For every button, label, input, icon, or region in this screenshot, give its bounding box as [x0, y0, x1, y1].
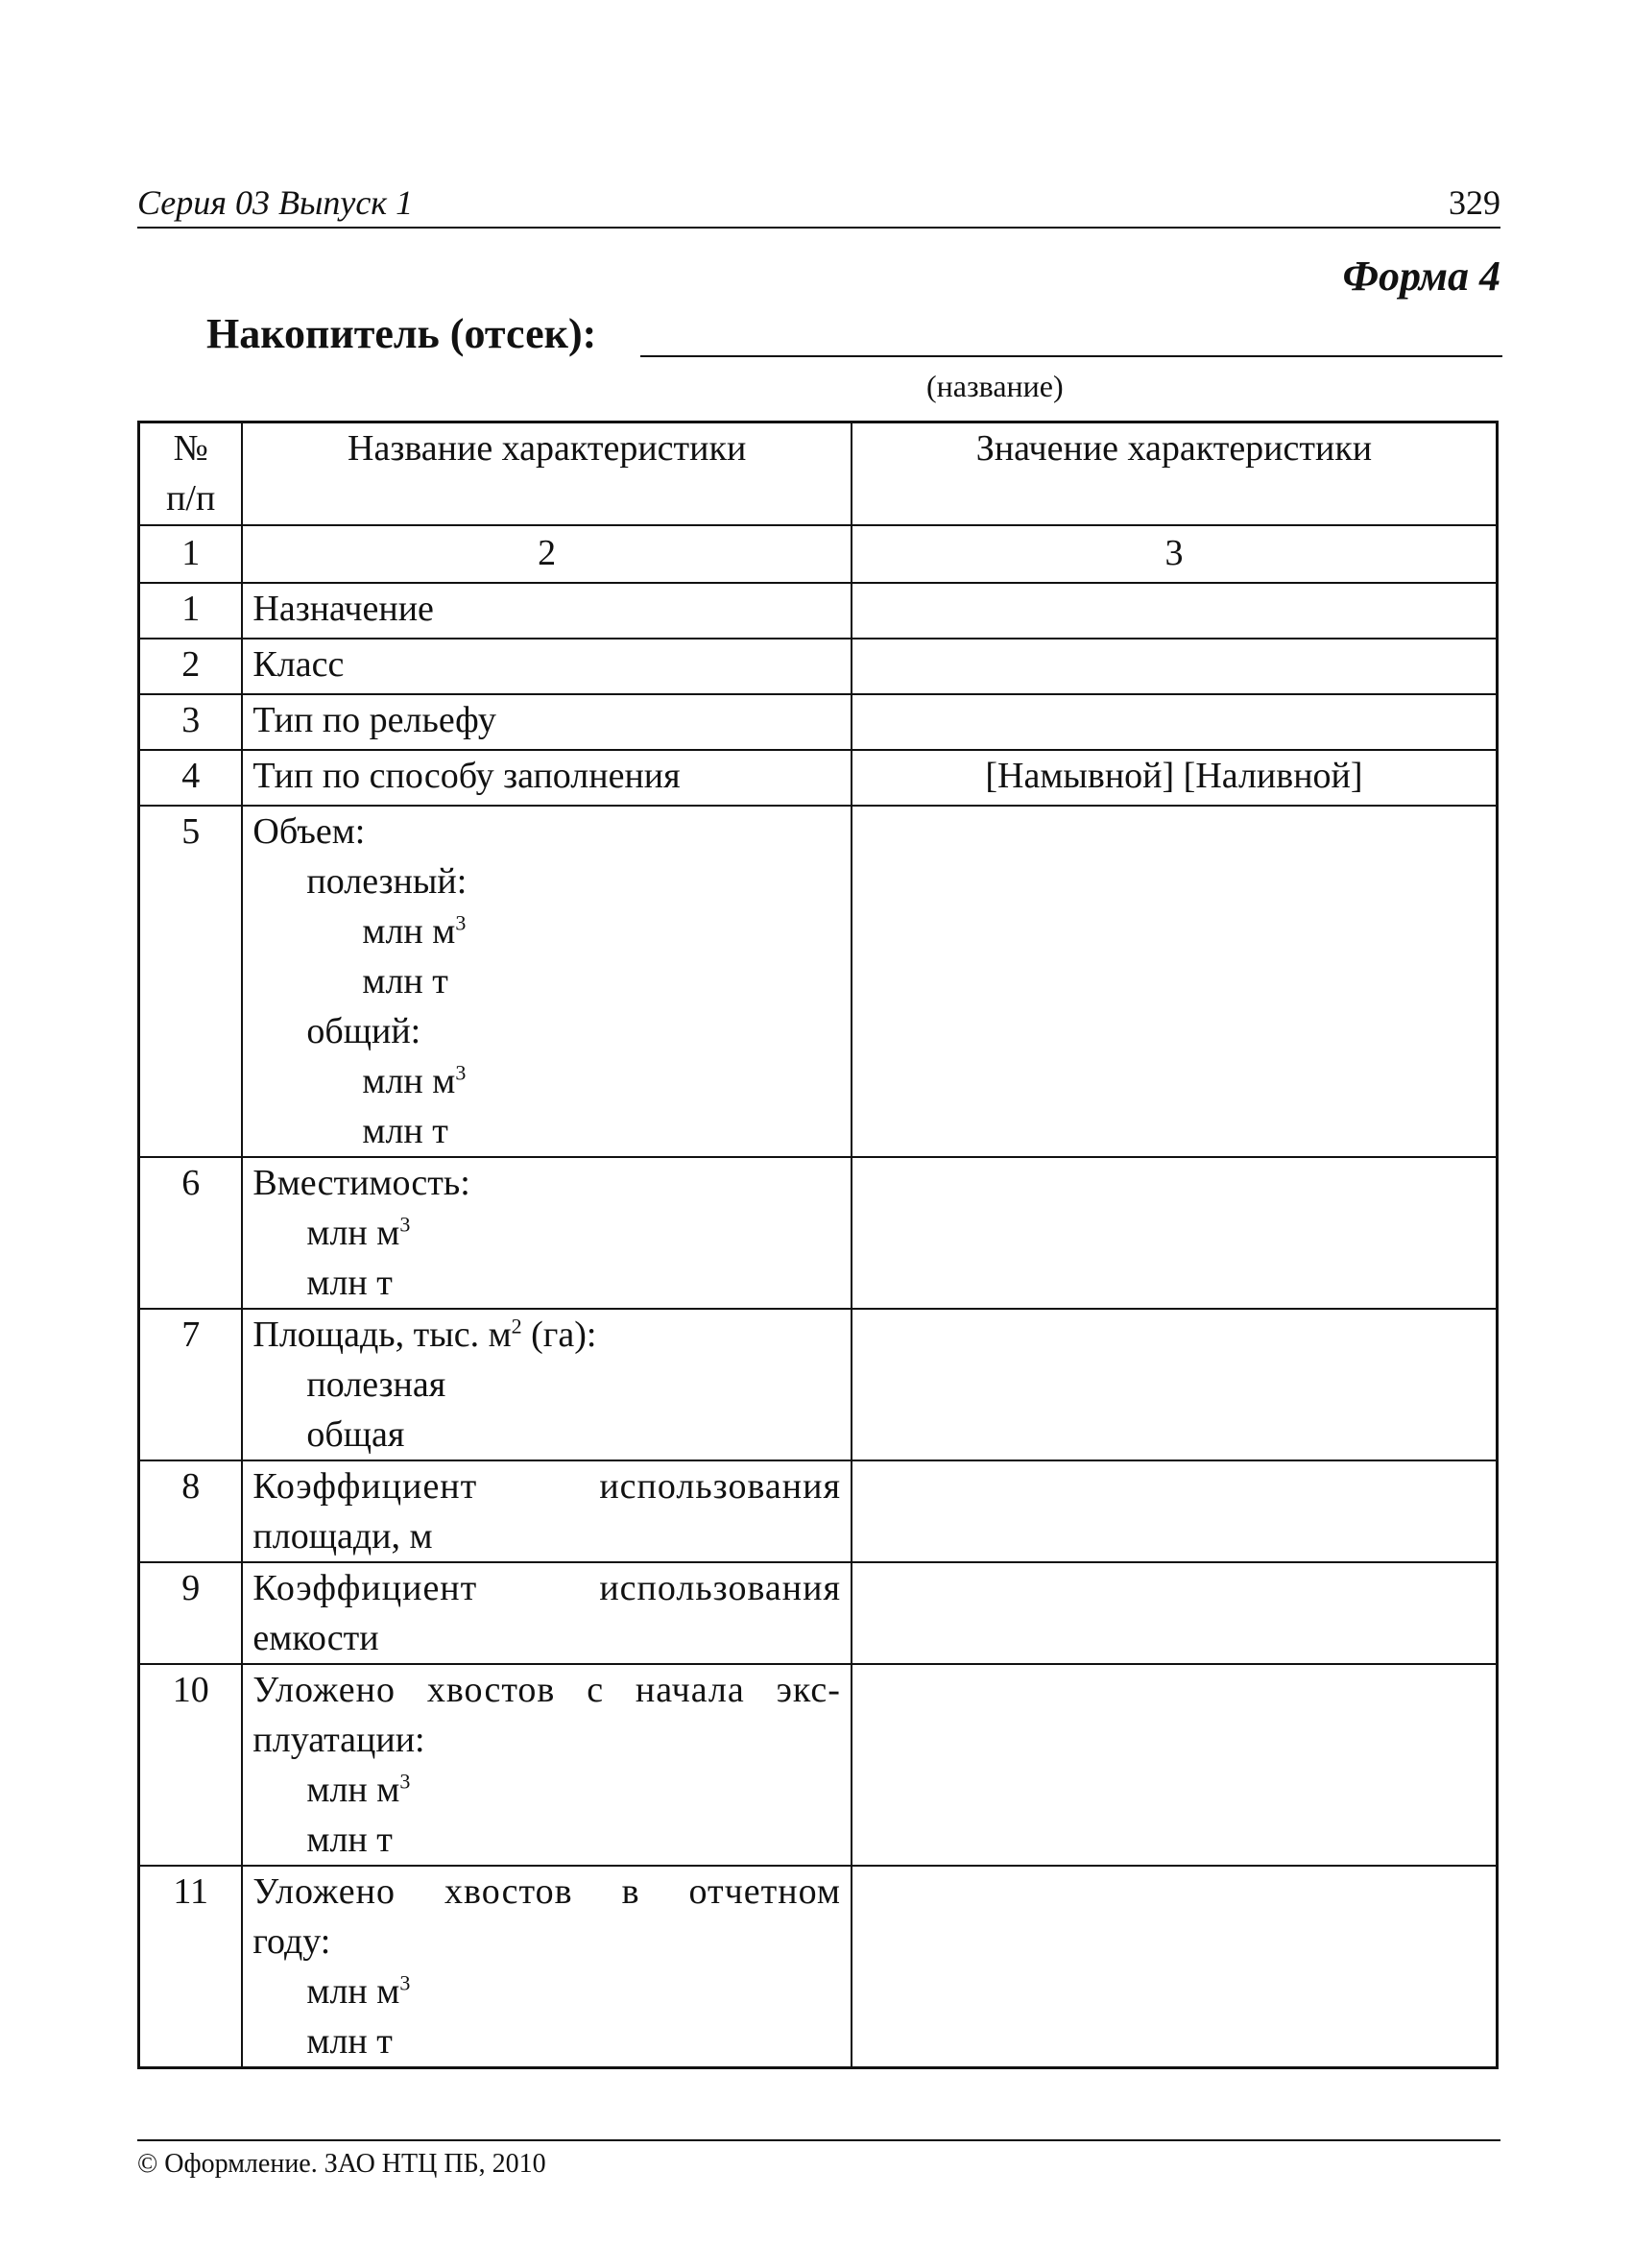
row-value[interactable] — [852, 1664, 1498, 1866]
table-row — [139, 639, 1498, 694]
row-name: Площадь, тыс. $м^2$ (га): полезная общая — [242, 1309, 852, 1460]
table-row — [139, 694, 1498, 750]
table-row — [139, 1157, 1498, 1309]
table-header-row — [139, 422, 1498, 526]
footer-copyright: © Оформление. ЗАО НТЦ ПБ, 2010 — [137, 2149, 546, 2179]
row-number: 9 — [139, 1562, 243, 1664]
row-value[interactable] — [852, 583, 1498, 639]
row-name: Тип по рельефу — [242, 694, 852, 750]
row-name: Коэффициент использования емкости — [242, 1562, 852, 1664]
header-value: Значение характеристики — [852, 422, 1498, 526]
row-name: Уложено хвостов в отчетном году: млн $м^3$ млн т — [242, 1866, 852, 2068]
row-value[interactable] — [852, 639, 1498, 694]
row-number: 1 — [139, 583, 243, 639]
row-name: Коэффициент использования площади, м — [242, 1460, 852, 1562]
row-value[interactable] — [852, 694, 1498, 750]
characteristics-table — [137, 421, 1499, 2069]
table-row — [139, 1664, 1498, 1866]
form-label: Форма 4 — [1342, 253, 1500, 300]
row-value[interactable]: [Намывной] [Наливной] — [852, 750, 1498, 806]
row-number: 5 — [139, 806, 243, 1157]
title-row — [206, 309, 1502, 367]
page-title: Накопитель (отсек): — [206, 310, 597, 357]
row-number: 7 — [139, 1309, 243, 1460]
row-number: 8 — [139, 1460, 243, 1562]
row-value[interactable] — [852, 1562, 1498, 1664]
name-fill-line — [640, 355, 1502, 357]
row-name: Вместимость: млн $м^3$ млн т — [242, 1157, 852, 1309]
row-number: 11 — [139, 1866, 243, 2068]
table-row — [139, 1309, 1498, 1460]
row-value[interactable] — [852, 1309, 1498, 1460]
table-row — [139, 583, 1498, 639]
name-hint: (название) — [926, 369, 1064, 403]
footer-rule — [137, 2139, 1500, 2141]
page-number: 329 — [1449, 183, 1500, 222]
table-row — [139, 806, 1498, 1157]
row-value[interactable] — [852, 1157, 1498, 1309]
row-number: 2 — [139, 639, 243, 694]
table-row — [139, 1866, 1498, 2068]
row-value[interactable] — [852, 1866, 1498, 2068]
row-number: 3 — [139, 694, 243, 750]
row-number: 10 — [139, 1664, 243, 1866]
header-name: Название характеристики — [242, 422, 852, 526]
row-number: 4 — [139, 750, 243, 806]
running-header — [137, 182, 1500, 229]
series-label: Серия 03 Выпуск 1 — [137, 183, 414, 222]
table-row — [139, 1562, 1498, 1664]
row-name: Объем: полезный: млн $м^3$ млн т общий: млн $м^3$ млн т — [242, 806, 852, 1157]
table-row — [139, 1460, 1498, 1562]
table-row — [139, 750, 1498, 806]
row-value[interactable] — [852, 806, 1498, 1157]
row-name: Назначение — [242, 583, 852, 639]
row-name: Уложено хвостов с начала экс- плуатации: млн $м^3$ млн т — [242, 1664, 852, 1866]
column-number: 3 — [852, 525, 1498, 583]
row-name: Класс — [242, 639, 852, 694]
header-num: № п/п — [139, 422, 243, 526]
row-number: 6 — [139, 1157, 243, 1309]
column-number-row — [139, 525, 1498, 583]
row-value[interactable] — [852, 1460, 1498, 1562]
column-number: 1 — [139, 525, 243, 583]
row-name: Тип по способу заполнения — [242, 750, 852, 806]
column-number: 2 — [242, 525, 852, 583]
